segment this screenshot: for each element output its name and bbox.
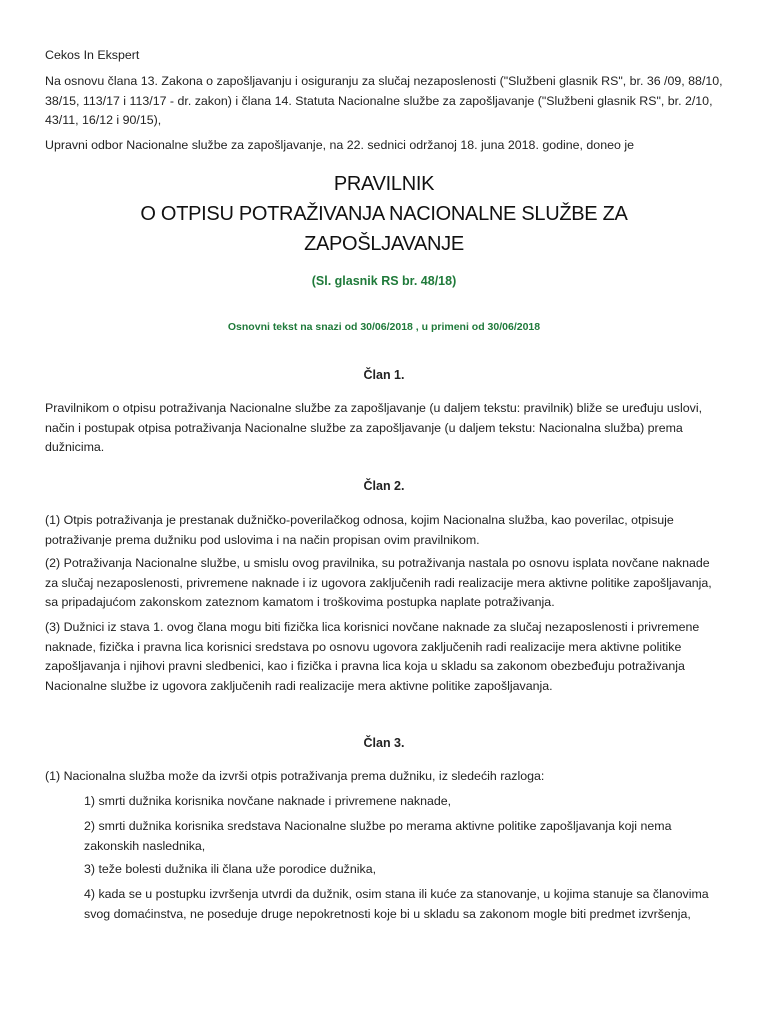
source-label: Cekos In Ekspert <box>45 48 140 62</box>
article-paragraph: (1) Nacionalna služba može da izvrši otpis potraživanja prema dužniku, iz sledećih razloga: <box>45 769 545 783</box>
list-item: 4) kada se u postupku izvršenja utvrdi da dužnik, osim stana ili kuće za stanovanje, u kojima stanuje sa članovima svog domaćinstva, ne poseduje druge nepokretnosti koje bi u skladu sa zakonom mogle biti predmet izvršenja, <box>84 887 709 921</box>
preamble-paragraph: Na osnovu člana 13. Zakona o zapošljavanju i osiguranju za slučaj nezaposlenosti ("Službeni glasnik RS", br. 36 /09, 88/10, 38/15, 113/17 i 113/17 - dr. zakon) i člana 14. Statuta Nacionalne službe za zapošljavanje ("Službeni glasnik RS", br. 2/10, 43/11, 16/12 i 90/15), <box>45 74 723 127</box>
document-title: O OTPISU POTRAŽIVANJA NACIONALNE SLUŽBE ZA <box>140 203 628 225</box>
article-paragraph: Pravilnikom o otpisu potraživanja Nacionalne službe za zapošljavanje (u daljem tekstu: pravilnik) bliže se uređuju uslovi, način i postupak otpisa potraživanja Nacionalne službe za zapošljavanje (u daljem tekstu: Nacionalna služba) prema dužnicima. <box>45 401 703 454</box>
article-heading: Član 2. <box>363 479 405 493</box>
gazette-reference: (Sl. glasnik RS br. 48/18) <box>311 274 457 288</box>
document-title: PRAVILNIK <box>333 173 435 195</box>
article-paragraph: (1) Otpis potraživanja je prestanak dužničko-poverilačkog odnosa, kojim Nacionalna služba, kao poverilac, otpisuje potraživanje prema dužniku pod uslovima i na način propisan ovim pravilnikom. <box>45 513 674 547</box>
list-item: 3) teže bolesti dužnika ili člana uže porodice dužnika, <box>84 862 377 876</box>
article-paragraph: (2) Potraživanja Nacionalne službe, u smislu ovog pravilnika, su potraživanja nastala po osnovu isplata novčane naknade za slučaj nezaposlenosti, privremene naknade i iz ugovora zaključenih radi realizacije mera aktivne politike zapošljavanja, sa pripadajućom zakonskom zateznom kamatom i troškovima postupka naplate potraživanja. <box>45 556 712 609</box>
article-heading: Član 3. <box>363 736 405 750</box>
list-item: 2) smrti dužnika korisnika sredstava Nacionalne službe po merama aktivne politike zapošljavanja koji nema zakonskih naslednika, <box>84 819 672 853</box>
preamble-paragraph: Upravni odbor Nacionalne službe za zapošljavanje, na 22. sednici održanoj 18. juna 2018. godine, doneo je <box>45 138 634 152</box>
list-item: 1) smrti dužnika korisnika novčane naknade i privremene naknade, <box>84 794 452 808</box>
article-heading: Član 1. <box>363 368 405 382</box>
document-title: ZAPOŠLJAVANJE <box>304 233 464 255</box>
validity-note: Osnovni tekst na snazi od 30/06/2018 , u primeni od 30/06/2018 <box>227 321 541 333</box>
article-paragraph: (3) Dužnici iz stava 1. ovog člana mogu biti fizička lica korisnici novčane naknade za slučaj nezaposlenosti i privremene naknade, fizička i pravna lica korisnici sredstava po osnovu ugovora zaključenih radi realizacije mera aktivne politike zapošljavanja i njihovi pravni sledbenici, kao i fizička i pravna lica koja u skladu sa zakonom obezbeđuju potraživanja Nacionalne službe iz ugovora zaključenih radi realizacije mera aktivne politike zapošljavanja. <box>45 620 700 693</box>
